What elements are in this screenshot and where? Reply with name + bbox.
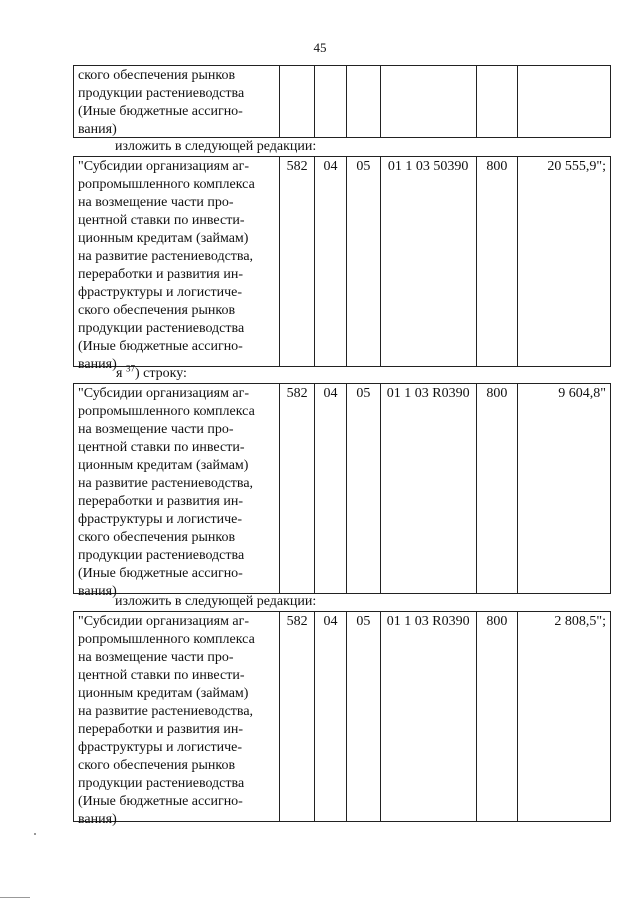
page-number: 45 — [313, 40, 327, 55]
row-3-sum: 9 604,8" — [558, 386, 606, 401]
row-4-pr: 05 — [347, 612, 381, 821]
row-1-grbs — [280, 66, 315, 137]
row-2-sum: 20 555,9"; — [547, 159, 606, 174]
row-4-csr: 01 1 03 R0390 — [381, 612, 477, 821]
row-4-sum: 2 808,5"; — [554, 614, 606, 629]
row-3-rz: 04 — [315, 384, 347, 593]
row-1-sum — [518, 66, 610, 137]
instruction-3: изложить в следующей редакции: — [115, 594, 317, 609]
row-3-pr: 05 — [347, 384, 381, 593]
budget-table-row-3 — [73, 383, 611, 599]
row-1-vr — [477, 66, 519, 137]
budget-table-row-1 — [73, 65, 611, 138]
instruction-1: изложить в следующей редакции: — [115, 139, 317, 154]
footnote-marker: 37 — [125, 363, 135, 374]
row-3-description: "Субсидии организациям аг- ропромышленного комплекса на возмещение части про- центной ставки по инвести- ционным кредитам (займам) на развитие растениеводства, переработки и развития ин- фраструктуры и логистиче- ского обеспечения рынков продукции растениеводства (Иные бюджетные ассигно- вания) — [74, 384, 280, 593]
scan-speck — [34, 833, 36, 835]
row-3-grbs: 582 — [280, 384, 315, 593]
row-1-pr — [347, 66, 381, 137]
row-3-csr: 01 1 03 R0390 — [381, 384, 477, 593]
row-4-vr: 800 — [477, 612, 519, 821]
row-3-vr: 800 — [477, 384, 519, 593]
instruction-2: я $^{37}$) строку: — [116, 363, 187, 381]
row-4-grbs: 582 — [280, 612, 315, 821]
scan-edge — [0, 897, 30, 899]
row-2-csr: 01 1 03 50390 — [381, 157, 477, 366]
row-2-grbs: 582 — [280, 157, 315, 366]
row-2-pr: 05 — [347, 157, 381, 366]
row-4-description: "Субсидии организациям аг- ропромышленного комплекса на возмещение части про- центной ставки по инвести- ционным кредитам (займам) на развитие растениеводства, переработки и развития ин- фраструктуры и логистиче- ского обеспечения рынков продукции растениеводства (Иные бюджетные ассигно- вания) — [74, 612, 280, 821]
row-2-vr: 800 — [477, 157, 519, 366]
row-2-rz: 04 — [315, 157, 347, 366]
row-2-description: "Субсидии организациям аг- ропромышленного комплекса на возмещение части про- центной ставки по инвести- ционным кредитам (займам) на развитие растениеводства, переработки и развития ин- фраструктуры и логистиче- ского обеспечения рынков продукции растениеводства (Иные бюджетные ассигно- вания) — [74, 157, 280, 366]
row-1-rz — [315, 66, 347, 137]
row-1-description: ского обеспечения рынков продукции растениеводства (Иные бюджетные ассигно- вания) — [74, 66, 280, 137]
row-4-rz: 04 — [315, 612, 347, 821]
budget-table-row-4 — [73, 611, 611, 827]
row-1-csr — [381, 66, 477, 137]
